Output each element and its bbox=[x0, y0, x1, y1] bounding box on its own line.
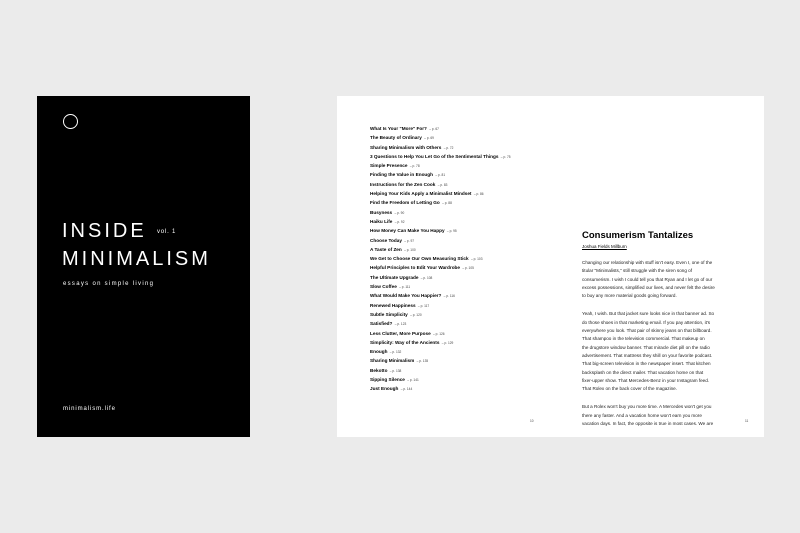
cover-website: minimalism.life bbox=[63, 406, 116, 412]
toc-item bbox=[370, 356, 540, 365]
toc-item bbox=[370, 291, 540, 300]
toc-item bbox=[370, 245, 540, 254]
article-line: do those shoes in that marketing email. If you pay attention, it's bbox=[582, 319, 711, 325]
toc-item bbox=[370, 180, 540, 189]
toc-item-page: – p. 129 bbox=[441, 340, 454, 345]
toc-item-title: Instructions for the Zen Cook bbox=[370, 181, 436, 187]
toc-item bbox=[370, 198, 540, 207]
article-line: backsplash on the direct mailer. That vacation home on that bbox=[582, 369, 704, 375]
toc-item-title: Simplicity: Way of the Ancients bbox=[370, 339, 440, 345]
toc-item-page: – p. 88 bbox=[442, 201, 452, 206]
toc-item-title: What Is Your "More" For? bbox=[370, 126, 427, 131]
article-line: vacation days. In fact, the opposite is true in most cases. We are bbox=[582, 421, 714, 427]
toc-item-title: Sharing Minimalism bbox=[370, 358, 415, 364]
toc-item bbox=[370, 329, 540, 338]
toc-item bbox=[370, 189, 540, 198]
toc-item bbox=[370, 375, 540, 384]
toc-item bbox=[370, 143, 540, 152]
article-line: consumerism. I wish I could tell you that Ryan and I let go of our bbox=[582, 276, 713, 282]
toc-item-page: – p. 95 bbox=[446, 229, 457, 234]
toc-item-title: Satisfied? bbox=[370, 321, 393, 327]
circle-logo-icon bbox=[63, 114, 78, 129]
toc-item bbox=[370, 133, 540, 142]
cover-title-line2: MINIMALISM bbox=[62, 248, 211, 270]
article-line: there any faster. And a vacation home won't earn you more bbox=[582, 412, 702, 418]
toc-item bbox=[370, 236, 540, 245]
toc-item-title: Simple Presence bbox=[370, 163, 408, 169]
toc-item-page: – p. 138 bbox=[389, 368, 402, 373]
toc-item bbox=[370, 282, 540, 291]
toc-item bbox=[370, 273, 540, 282]
toc-item-page: – p. 126 bbox=[433, 331, 445, 336]
toc-item bbox=[370, 152, 540, 161]
page-number-left: 10 bbox=[530, 419, 534, 423]
toc-item bbox=[370, 366, 540, 375]
toc-item-title: We Get to Choose Our Own Measuring Stick bbox=[370, 256, 469, 262]
toc-item bbox=[370, 161, 540, 170]
toc-item-page: – p. 81 bbox=[435, 173, 446, 178]
toc-item-page: – p. 67 bbox=[429, 127, 439, 131]
toc-item-page: – p. 83 bbox=[437, 182, 448, 187]
toc-item-page: – p. 72 bbox=[443, 145, 454, 150]
toc-item-title: Sipping Silence bbox=[370, 377, 405, 383]
toc-item-title: Busyness bbox=[370, 209, 393, 215]
article-title: Consumerism Tantalizes bbox=[582, 230, 694, 241]
article-paragraph bbox=[582, 310, 742, 393]
toc-item bbox=[370, 263, 540, 272]
toc-item-page: – p. 123 bbox=[394, 322, 407, 327]
cover-volume: vol. 1 bbox=[157, 229, 177, 235]
toc-item-page: – p. 144 bbox=[400, 387, 413, 392]
toc-item bbox=[370, 310, 540, 319]
toc-item-title: The Ultimate Upgrade bbox=[370, 274, 419, 280]
toc-item-title: What Would Make You Happier? bbox=[370, 293, 442, 299]
page-number-right: 11 bbox=[745, 419, 749, 423]
toc-item bbox=[370, 319, 540, 328]
toc-item-title: The Beauty of Ordinary bbox=[370, 135, 422, 141]
toc-item-page: – p. 111 bbox=[399, 285, 411, 290]
article-line: fixer-upper show. That Mercedes-Benz in your Instagram feed. bbox=[582, 377, 710, 383]
book-cover bbox=[37, 96, 250, 437]
article bbox=[582, 230, 742, 428]
toc-item-page: – p. 117 bbox=[417, 303, 430, 308]
toc-item-page: – p. 78 bbox=[409, 164, 420, 169]
toc-item bbox=[370, 226, 540, 235]
toc-item bbox=[370, 338, 540, 347]
toc-item-title: How Money Can Make You Happy bbox=[370, 228, 445, 234]
book-spread bbox=[337, 96, 764, 437]
cover-subtitle: essays on simple living bbox=[63, 281, 155, 287]
toc-item-title: Finding the Value in Enough bbox=[370, 172, 434, 178]
toc-item bbox=[370, 301, 540, 310]
toc-item-page: – p. 92 bbox=[394, 219, 405, 224]
toc-item-title: Helpful Principles to Edit Your Wardrobe bbox=[370, 265, 461, 271]
toc-item-page: – p. 97 bbox=[404, 238, 415, 243]
toc-item bbox=[370, 254, 540, 263]
toc-item-title: Just Enough bbox=[370, 386, 399, 392]
toc-item-title: Sharing Minimalism with Others bbox=[370, 144, 442, 150]
toc-item-page: – p. 108 bbox=[420, 275, 433, 280]
article-line: advertisement. That mattress they shill on your favorite podcast. bbox=[582, 352, 713, 358]
article-line: Changing our relationship with stuff isn't easy. Even I, one of the bbox=[582, 260, 713, 265]
table-of-contents bbox=[370, 124, 540, 394]
toc-item-title: Bekotto bbox=[370, 367, 388, 373]
toc-item bbox=[370, 208, 540, 217]
toc-item-page: – p. 132 bbox=[389, 350, 402, 355]
article-line: That big-screen television in the newspaper insert. That kitchen bbox=[582, 361, 711, 367]
toc-item-title: Enough bbox=[370, 349, 388, 355]
article-paragraph bbox=[582, 403, 742, 428]
article-line: titular "Minimalists," still struggle with the siren song of bbox=[582, 268, 692, 274]
toc-item bbox=[370, 384, 540, 393]
toc-item-title: Find the Freedom of Letting Go bbox=[370, 200, 440, 206]
toc-item-title: Choose Today bbox=[370, 237, 402, 243]
article-line: the drugstore window banner. That miracle diet pill on the radio bbox=[582, 344, 710, 350]
toc-item-title: Subtle Simplicity bbox=[370, 311, 408, 317]
article-line: But a Rolex won't buy you more time. A Mercedes won't get you bbox=[582, 404, 712, 410]
article-paragraph bbox=[582, 259, 742, 300]
toc-item-page: – p. 135 bbox=[416, 359, 429, 364]
toc-item-page: – p. 100 bbox=[404, 247, 416, 252]
toc-item-page: – p. 86 bbox=[473, 192, 484, 197]
toc-item bbox=[370, 124, 540, 133]
toc-item-page: – p. 105 bbox=[462, 266, 474, 271]
toc-item-page: – p. 75 bbox=[500, 154, 511, 159]
toc-item-page: – p. 141 bbox=[407, 378, 419, 383]
cover-title-line1: INSIDE bbox=[62, 220, 147, 242]
article-author: Joshua Fields Millburn bbox=[582, 244, 627, 249]
toc-item bbox=[370, 170, 540, 179]
toc-item-title: Helping Your Kids Apply a Minimalist Mindset bbox=[370, 191, 472, 197]
toc-item-title: Renewed Happiness bbox=[370, 302, 416, 308]
toc-item bbox=[370, 347, 540, 356]
toc-item-title: Haiku Life bbox=[370, 218, 393, 224]
toc-item-page: – p. 69 bbox=[424, 136, 434, 141]
toc-item-title: 3 Questions to Help You Let Go of the Sentimental Things bbox=[370, 153, 499, 159]
toc-item-title: A Taste of Zen bbox=[370, 246, 402, 252]
toc-item-page: – p. 90 bbox=[394, 210, 405, 215]
toc-item-page: – p. 120 bbox=[410, 312, 422, 317]
article-line: That Rolex on the back cover of the magazine. bbox=[582, 386, 677, 392]
toc-item-title: Slow Coffee bbox=[370, 284, 397, 290]
article-line: excess possessions, simplified our lives, and never felt the desire bbox=[582, 284, 715, 290]
toc-item-page: – p. 103 bbox=[470, 257, 483, 262]
article-line: to buy any more material goods going forward. bbox=[582, 293, 677, 299]
toc-item-page: – p. 116 bbox=[443, 294, 455, 299]
article-line: That shampoo in the television commercial. That makeup on bbox=[582, 336, 705, 342]
toc-item-title: Less Clutter, More Purpose bbox=[370, 330, 431, 336]
article-body bbox=[582, 259, 742, 428]
toc-item bbox=[370, 217, 540, 226]
article-line: Yeah, I wish. But that jacket sure looks nice in that banner ad. So bbox=[582, 311, 715, 317]
article-line: everywhere you look. That pair of skinny jeans on that billboard. bbox=[582, 328, 712, 334]
